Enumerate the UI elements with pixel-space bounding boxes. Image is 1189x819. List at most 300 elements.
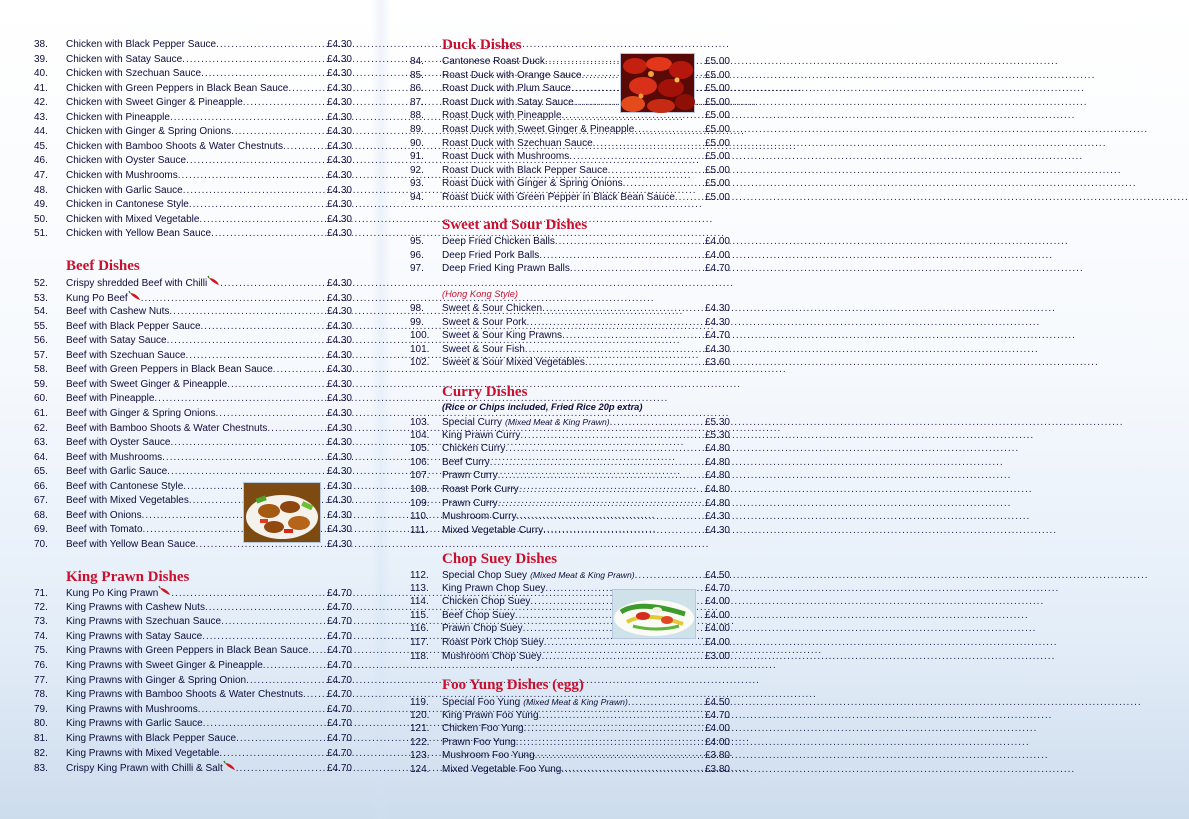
item-number: 40. [34, 68, 48, 80]
menu-item [34, 761, 352, 775]
menu-item [34, 422, 352, 436]
menu-item [34, 38, 352, 52]
item-number: 102. [410, 357, 430, 369]
dot-leader [490, 456, 705, 470]
item-number: 100. [410, 330, 430, 342]
item-price: £5.00 [704, 164, 730, 176]
item-number: 64. [34, 451, 48, 463]
dot-leader [154, 392, 327, 406]
item-price: £5.00 [704, 69, 730, 81]
menu-item [410, 249, 730, 263]
item-price: £5.00 [704, 151, 730, 163]
item-name: Roast Pork Chop Suey [442, 637, 544, 648]
dot-leader [524, 722, 705, 736]
item-price: £4.30 [704, 343, 730, 355]
menu-item [34, 644, 352, 658]
item-price: £4.70 [326, 601, 352, 613]
item-price: £4.30 [326, 292, 352, 304]
dot-leader [205, 601, 327, 615]
item-number: 75. [34, 645, 48, 657]
cantonese-beef-photo [243, 482, 321, 543]
item-number: 123. [410, 750, 430, 762]
dot-leader [516, 736, 705, 750]
dot-leader [162, 451, 327, 465]
item-price: £5.00 [704, 124, 730, 135]
item-number: 88. [410, 110, 424, 122]
item-name: Sweet & Sour Mixed Vegetables [442, 357, 585, 369]
menu-item [34, 276, 352, 290]
dot-leader [189, 198, 327, 212]
menu-item [410, 483, 730, 497]
item-price: £4.30 [326, 199, 352, 211]
dot-leader [211, 227, 327, 241]
menu-item [410, 235, 730, 249]
item-price: £4.30 [326, 364, 352, 376]
item-price: £5.00 [704, 178, 730, 190]
menu-item [34, 291, 352, 305]
item-name: Roast Duck with Ginger & Spring Onions [442, 178, 623, 190]
item-name: King Prawn Chop Suey [442, 582, 546, 594]
menu-item [34, 53, 352, 67]
dot-leader [273, 363, 327, 377]
item-number: 110. [410, 511, 429, 523]
item-name: Chicken Curry [442, 443, 506, 455]
item-price: £4.00 [704, 236, 730, 247]
item-price: £3.80 [704, 750, 730, 762]
item-number: 93. [410, 178, 424, 190]
item-price: £4.70 [704, 582, 730, 594]
item-price: £4.80 [704, 470, 730, 482]
item-price: £4.30 [326, 68, 352, 80]
menu-item [34, 378, 352, 392]
item-number: 114. [410, 596, 429, 608]
beef-heading: Beef Dishes [66, 258, 140, 274]
item-price: £4.70 [326, 630, 352, 642]
item-number: 59. [34, 378, 48, 390]
item-name: Beef with Satay Sauce [66, 335, 167, 347]
menu-item [410, 343, 730, 357]
item-name: King Prawns with Satay Sauce [66, 630, 203, 642]
item-number: 112. [410, 570, 429, 581]
item-name: King Prawns with Cashew Nuts [66, 601, 205, 613]
item-price: £4.30 [326, 437, 352, 449]
item-price: £4.30 [704, 511, 730, 523]
dot-leader [585, 356, 705, 370]
dot-leader [171, 587, 327, 601]
item-number: 119. [410, 697, 429, 708]
dot-leader [308, 644, 327, 658]
item-price: £5.00 [704, 96, 730, 108]
menu-item [410, 177, 730, 191]
item-name: Beef with Yellow Bean Sauce [66, 538, 196, 550]
item-number: 45. [34, 140, 48, 152]
item-name: Chicken with Sweet Ginger & Pineapple [66, 97, 243, 109]
dot-leader [199, 213, 327, 227]
dot-leader [167, 465, 327, 479]
item-number: 53. [34, 292, 48, 304]
item-price: £4.70 [326, 674, 352, 686]
item-name: Chicken with Ginger & Spring Onions [66, 126, 232, 138]
item-number: 118. [410, 650, 429, 662]
menu-item [410, 650, 730, 664]
menu-item [34, 451, 352, 465]
item-price: £4.30 [326, 378, 352, 390]
chili-pepper-icon [224, 761, 236, 771]
menu-item [410, 722, 730, 736]
item-price: £4.50 [704, 570, 730, 581]
item-price: £4.30 [326, 169, 352, 181]
menu-item [410, 191, 730, 205]
item-price: £4.30 [704, 303, 730, 314]
item-price: £3.00 [704, 650, 730, 662]
menu-item [34, 407, 352, 421]
item-price: £5.00 [704, 56, 730, 67]
item-name: Chicken with Pineapple [66, 111, 170, 123]
item-name: King Prawns with Bamboo Shoots & Water Chestnuts [66, 689, 303, 701]
item-price: £5.00 [704, 192, 730, 203]
item-number: 69. [34, 524, 48, 536]
dot-leader [183, 184, 327, 198]
dot-leader [231, 125, 327, 139]
item-price: £4.00 [704, 637, 730, 648]
dot-leader [236, 732, 327, 746]
dot-leader [283, 140, 327, 154]
menu-item [410, 709, 730, 723]
item-price: £4.30 [326, 524, 352, 536]
item-number: 65. [34, 466, 48, 478]
item-name: King Prawns with Ginger & Spring Onion [66, 674, 247, 686]
item-price: £4.70 [326, 645, 352, 657]
chili-pepper-icon [159, 586, 171, 596]
item-price: £5.00 [704, 137, 730, 149]
item-name: Chicken with Black Pepper Sauce [66, 39, 217, 50]
dot-leader [263, 659, 327, 673]
item-name: Beef with Bamboo Shoots & Water Chestnuts [66, 422, 268, 434]
item-number: 104. [410, 429, 430, 441]
dot-leader [519, 483, 705, 497]
item-number: 105. [410, 443, 430, 455]
item-number: 86. [410, 83, 424, 95]
menu-item [34, 659, 352, 673]
item-price: £4.70 [326, 588, 352, 599]
curry-note: (Rice or Chips included, Fried Rice 20p extra) [442, 402, 643, 412]
menu-item [34, 717, 352, 731]
menu-item [34, 320, 352, 334]
menu-item [410, 763, 730, 777]
menu-item [34, 674, 352, 688]
sweet-sour-heading: Sweet and Sour Dishes [442, 217, 588, 233]
item-name: Special Foo Yung [442, 697, 521, 708]
chili-pepper-icon [129, 291, 141, 301]
item-name: Beef with Oyster Sauce [66, 437, 171, 449]
item-name: Roast Duck with Plum Sauce [442, 83, 571, 95]
item-number: 81. [34, 733, 48, 744]
item-price: £4.30 [326, 82, 352, 94]
item-number: 52. [34, 278, 48, 289]
menu-item [410, 497, 730, 511]
dot-leader [520, 429, 705, 443]
item-name: Roast Duck with Mushrooms [442, 151, 570, 163]
dot-leader [167, 334, 327, 348]
item-number: 42. [34, 97, 48, 109]
item-name: Sweet & Sour King Prawns [442, 330, 563, 342]
item-number: 54. [34, 306, 48, 318]
item-number: 115. [410, 609, 429, 621]
item-number: 49. [34, 199, 48, 211]
item-name: Roast Duck with Sweet Ginger & Pineapple [442, 124, 635, 135]
item-name: Mushroom Curry [442, 511, 517, 523]
item-number: 38. [34, 39, 48, 50]
dot-leader [623, 177, 705, 191]
dot-leader [608, 164, 705, 178]
menu-item [410, 164, 730, 178]
dot-leader [539, 709, 705, 723]
menu-item [34, 125, 352, 139]
item-price: £4.30 [704, 524, 730, 536]
dot-leader [201, 320, 327, 334]
item-number: 94. [410, 192, 424, 203]
item-number: 108. [410, 484, 430, 495]
duck-heading: Duck Dishes [442, 37, 522, 53]
item-name: Beef with Cantonese Style [66, 480, 184, 492]
item-name: Chicken with Oyster Sauce [66, 155, 187, 167]
item-number: 85. [410, 69, 424, 81]
item-name: Chicken with Garlic Sauce [66, 184, 183, 196]
dot-leader [171, 436, 327, 450]
dot-leader [182, 53, 327, 67]
menu-item [34, 615, 352, 629]
item-name: King Prawns with Black Pepper Sauce [66, 733, 237, 744]
item-number: 79. [34, 703, 48, 715]
menu-item [410, 442, 730, 456]
item-number: 51. [34, 228, 48, 240]
item-price: £4.30 [326, 320, 352, 332]
menu-item [34, 630, 352, 644]
item-name: Roast Duck with Pineapple [442, 110, 562, 122]
chili-pepper-icon [208, 276, 220, 286]
item-number: 78. [34, 689, 48, 701]
dot-leader [539, 249, 705, 263]
item-number: 122. [410, 736, 430, 748]
dot-leader [675, 191, 705, 205]
item-price: £4.80 [704, 497, 730, 509]
dot-leader [542, 302, 705, 316]
item-name: Sweet & Sour Fish [442, 343, 525, 355]
item-price: £4.30 [326, 213, 352, 225]
dot-leader [169, 305, 327, 319]
item-price: £4.30 [326, 184, 352, 196]
dot-leader [216, 407, 327, 421]
item-name: Beef with Garlic Sauce [66, 466, 168, 478]
item-number: 73. [34, 616, 48, 628]
item-price: £4.00 [704, 623, 730, 635]
menu-item [410, 429, 730, 443]
item-name: Beef with Tomato [66, 524, 143, 536]
dot-leader [203, 717, 327, 731]
chili-chicken-photo [620, 53, 695, 113]
item-note: (Mixed Meat & King Prawn) [523, 697, 628, 707]
item-name: King Prawns with Mixed Vegetable [66, 747, 220, 759]
item-number: 96. [410, 249, 424, 261]
item-price: £4.70 [326, 616, 352, 628]
item-price: £4.80 [704, 456, 730, 468]
item-price: £5.00 [704, 83, 730, 95]
item-price: £4.70 [704, 263, 730, 275]
item-number: 80. [34, 718, 48, 730]
dot-leader [170, 111, 327, 125]
dot-leader [198, 703, 327, 717]
menu-item [410, 749, 730, 763]
item-name: King Prawns with Mushrooms [66, 703, 198, 715]
item-number: 76. [34, 660, 48, 671]
menu-item [34, 184, 352, 198]
item-name: King Prawn Curry [442, 429, 521, 441]
curry-heading: Curry Dishes [442, 384, 528, 400]
item-price: £4.80 [704, 443, 730, 455]
item-number: 66. [34, 480, 48, 492]
item-price: £4.70 [326, 703, 352, 715]
item-price: £4.50 [704, 697, 730, 708]
item-price: £4.30 [704, 316, 730, 328]
item-name: Chicken with Green Peppers in Black Bean Sauce [66, 82, 289, 94]
item-number: 55. [34, 320, 48, 332]
item-number: 97. [410, 263, 424, 275]
item-name: Chicken with Satay Sauce [66, 53, 183, 65]
menu-item [34, 67, 352, 81]
item-price: £4.00 [704, 249, 730, 261]
menu-item [34, 140, 352, 154]
item-name: Beef with Green Peppers in Black Bean Sauce [66, 364, 273, 376]
menu-item [410, 568, 730, 582]
item-note: (Mixed Meat & King Prawn) [530, 570, 635, 580]
item-price: £4.30 [326, 407, 352, 419]
item-number: 50. [34, 213, 48, 225]
item-number: 101. [410, 343, 430, 355]
menu-item [34, 349, 352, 363]
item-name: Beef with Szechuan Sauce [66, 349, 186, 361]
item-name: Beef Curry [442, 456, 490, 468]
item-name: Beef with Pineapple [66, 393, 155, 405]
dot-leader [561, 763, 705, 777]
dot-leader [303, 688, 327, 702]
menu-item [34, 363, 352, 377]
dot-leader [219, 747, 327, 761]
item-number: 56. [34, 335, 48, 347]
item-number: 82. [34, 747, 48, 759]
item-price: £4.30 [326, 97, 352, 109]
item-note: (Mixed Meat & King Prawn) [505, 417, 610, 427]
item-name: Prawn Chop Suey [442, 623, 523, 635]
item-name: Crispy King Prawn with Chilli & Salt [66, 763, 223, 775]
item-price: £4.70 [704, 330, 730, 342]
hong-kong-style-label: (Hong Kong Style) [442, 289, 518, 299]
chop-suey-heading: Chop Suey Dishes [442, 551, 558, 567]
item-name: Deep Fried King Prawn Balls [442, 263, 570, 275]
item-name: Sweet & Sour Pork [442, 316, 527, 328]
item-number: 57. [34, 349, 48, 361]
item-number: 71. [34, 588, 48, 599]
item-number: 72. [34, 601, 48, 613]
item-price: £4.30 [326, 466, 352, 478]
menu-item [410, 302, 730, 316]
item-number: 99. [410, 316, 424, 328]
item-name: Mushroom Foo Yung [442, 750, 535, 762]
item-name: Roast Duck with Green Pepper in Black Bean Sauce [442, 192, 675, 203]
menu-item [410, 329, 730, 343]
item-name: Special Chop Suey [442, 570, 528, 581]
item-price: £4.30 [326, 335, 352, 347]
item-name: Roast Duck with Satay Sauce [442, 96, 574, 108]
item-price: £4.30 [326, 278, 352, 289]
king-prawn-heading: King Prawn Dishes [66, 569, 190, 585]
item-name: Mushroom Chop Suey [442, 650, 542, 662]
item-name: King Prawns with Green Peppers in Black Bean Sauce [66, 645, 309, 657]
menu-item [410, 356, 730, 370]
item-price: £4.30 [326, 538, 352, 550]
menu-item [410, 469, 730, 483]
item-name: Mixed Vegetable Curry [442, 524, 544, 536]
dot-leader [498, 497, 705, 511]
item-number: 46. [34, 155, 48, 167]
item-price: £4.70 [704, 709, 730, 721]
item-number: 41. [34, 82, 48, 94]
dot-leader [201, 67, 327, 81]
item-price: £3.80 [704, 764, 730, 775]
item-price: £4.30 [326, 140, 352, 152]
item-number: 62. [34, 422, 48, 434]
item-number: 91. [410, 151, 424, 163]
item-name: Beef with Onions [66, 509, 142, 521]
item-price: £5.00 [704, 110, 730, 122]
dot-leader [221, 615, 327, 629]
item-name: Beef Chop Suey [442, 609, 515, 621]
item-name: Roast Duck with Orange Sauce [442, 69, 582, 81]
item-name: Beef with Mushrooms [66, 451, 163, 463]
dot-leader [555, 235, 705, 249]
dot-leader [178, 169, 327, 183]
item-number: 58. [34, 364, 48, 376]
item-price: £4.30 [326, 349, 352, 361]
item-price: £4.30 [326, 480, 352, 492]
dot-leader [186, 154, 327, 168]
menu-item [410, 524, 730, 538]
item-price: £4.30 [326, 155, 352, 167]
item-number: 117. [410, 637, 429, 648]
item-number: 89. [410, 124, 424, 135]
dot-leader [141, 292, 327, 306]
item-number: 109. [410, 497, 430, 509]
menu-item [34, 747, 352, 761]
item-number: 70. [34, 538, 48, 550]
chop-suey-photo [612, 589, 696, 639]
item-price: £4.30 [326, 126, 352, 138]
item-price: £4.30 [326, 39, 352, 50]
item-number: 84. [410, 56, 424, 67]
dot-leader [562, 329, 705, 343]
item-price: £4.30 [326, 495, 352, 507]
item-name: Roast Pork Curry [442, 484, 519, 495]
item-number: 63. [34, 437, 48, 449]
menu-item [34, 198, 352, 212]
dot-leader [569, 150, 705, 164]
item-number: 77. [34, 674, 48, 686]
dot-leader [498, 469, 705, 483]
dot-leader [288, 82, 327, 96]
menu-item [410, 456, 730, 470]
item-number: 39. [34, 53, 48, 65]
item-name: Beef with Ginger & Spring Onions [66, 407, 216, 419]
item-price: £5.30 [704, 429, 730, 441]
